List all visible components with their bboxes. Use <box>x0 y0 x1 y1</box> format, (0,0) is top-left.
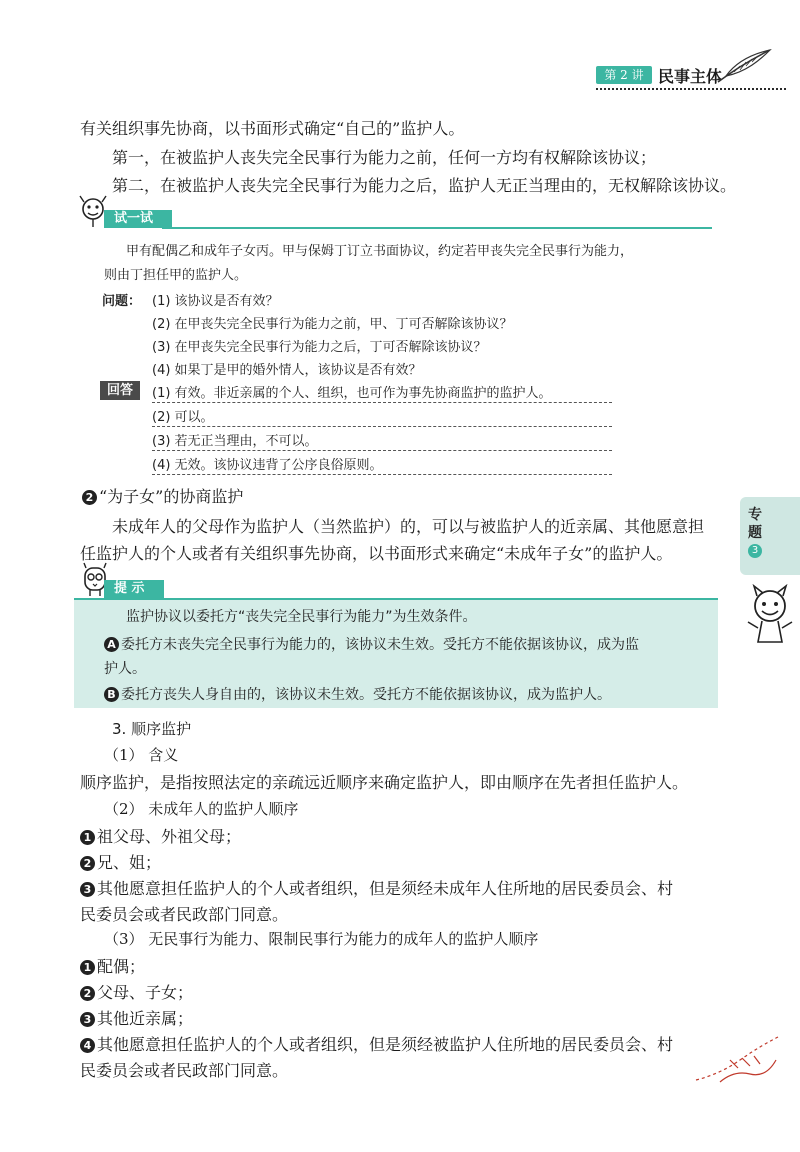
circle-number: 2 <box>80 986 95 1001</box>
circle-number: 3 <box>80 1012 95 1027</box>
circle-number: 2 <box>82 490 97 505</box>
tip-b-mark: B <box>104 687 119 702</box>
subheading: （2） 未成年人的监护人顺序 <box>104 800 299 818</box>
text-line: 民委员会或者民政部门同意。 <box>80 1061 289 1080</box>
circle-number: 1 <box>80 960 95 975</box>
tip-line: 监护协议以委托方“丧失完全民事行为能力”为生效条件。 <box>126 609 477 625</box>
tip-label: 提 示 <box>104 580 164 598</box>
text-line: 第一，在被监护人丧失完全民事行为能力之前，任何一方均有权解除该协议； <box>112 148 657 167</box>
list-text: 祖父母、外祖父母； <box>97 827 242 846</box>
list-item <box>80 980 193 1003</box>
answer-rule <box>152 402 612 403</box>
text-line: 未成年人的父母作为监护人（当然监护）的，可以与被监护人的近亲属、其他愿意担 <box>112 517 705 536</box>
list-item <box>80 1032 673 1055</box>
subheading: （3） 无民事行为能力、限制民事行为能力的成年人的监护人顺序 <box>104 930 539 948</box>
list-item <box>80 850 161 873</box>
side-tab-label: 专题 <box>748 507 762 541</box>
answer-3: (3) 若无正当理由，不可以。 <box>152 434 318 449</box>
chapter-title: 民事主体 <box>658 67 723 86</box>
circle-number: 1 <box>80 830 95 845</box>
circle-number: 4 <box>80 1038 95 1053</box>
list-text: 父母、子女； <box>97 983 194 1002</box>
answer-rule <box>152 450 612 451</box>
tip-line <box>104 634 639 654</box>
heading-text: “为子女”的协商监护 <box>99 487 244 506</box>
subheading: （1） 含义 <box>104 746 179 764</box>
question-2: (2) 在甲丧失完全民事行为能力之前，甲、丁可否解除该协议？ <box>152 317 513 332</box>
text-line: 有关组织事先协商，以书面形式确定“自己的”监护人。 <box>80 119 465 138</box>
list-text: 配偶； <box>97 957 146 976</box>
chapter-badge: 第 2 讲 <box>596 66 652 84</box>
answer-1: (1) 有效。非近亲属的个人、组织，也可作为事先协商监护的监护人。 <box>152 386 552 401</box>
answer-4: (4) 无效。该协议违背了公序良俗原则。 <box>152 458 383 473</box>
tip-a-mark: A <box>104 637 119 652</box>
list-item <box>80 954 145 977</box>
text-line: 民委员会或者民政部门同意。 <box>80 905 289 924</box>
banner-rule <box>162 227 712 229</box>
cat-mascot-icon <box>744 584 796 648</box>
case-text: 则由丁担任甲的监护人。 <box>104 268 248 283</box>
try-it-label: 试一试 <box>104 210 172 228</box>
list-item <box>80 824 241 847</box>
text-line: 任监护人的个人或者有关组织事先协商，以书面形式来确定“未成年子女”的监护人。 <box>80 544 673 563</box>
list-text: 兄、姐； <box>97 853 162 872</box>
section-heading: 3. 顺序监护 <box>112 720 192 738</box>
list-text: 其他近亲属； <box>97 1009 194 1028</box>
section-heading <box>82 484 243 507</box>
tip-text: 委托方丧失人身自由的，该协议未生效。受托方不能依据该协议，成为监护人。 <box>121 687 611 703</box>
list-text: 其他愿意担任监护人的个人或者组织，但是须经未成年人住所地的居民委员会、村 <box>97 879 674 898</box>
questions-label: 问题： <box>102 294 142 309</box>
question-1: (1) 该协议是否有效？ <box>152 294 279 309</box>
list-item <box>80 1006 193 1029</box>
answers-label: 回答 <box>100 381 140 400</box>
tip-line <box>104 684 611 704</box>
circle-number: 3 <box>80 882 95 897</box>
answer-2: (2) 可以。 <box>152 410 214 425</box>
text-line: 顺序监护，是指按照法定的亲疏远近顺序来确定监护人，即由顺序在先者担任监护人。 <box>80 773 689 792</box>
red-stamp-decoration <box>690 1030 786 1090</box>
circle-number: 2 <box>80 856 95 871</box>
tip-line: 护人。 <box>104 661 146 677</box>
list-text: 其他愿意担任监护人的个人或者组织，但是须经被监护人住所地的居民委员会、村 <box>97 1035 674 1054</box>
answer-rule <box>152 474 612 475</box>
list-item <box>80 876 673 899</box>
answer-rule <box>152 426 612 427</box>
header-dotted-rule <box>596 88 786 90</box>
feather-quill-icon <box>716 48 772 84</box>
text-line: 第二，在被监护人丧失完全民事行为能力之后，监护人无正当理由的，无权解除该协议。 <box>112 176 737 195</box>
side-tab-number: 3 <box>748 544 762 558</box>
case-text: 甲有配偶乙和成年子女丙。甲与保姆丁订立书面协议，约定若甲丧失完全民事行为能力， <box>126 244 634 259</box>
tip-text: 委托方未丧失完全民事行为能力的，该协议未生效。受托方不能依据该协议，成为监 <box>121 637 639 653</box>
question-3: (3) 在甲丧失完全民事行为能力之后，丁可否解除该协议？ <box>152 340 487 355</box>
question-4: (4) 如果丁是甲的婚外情人，该协议是否有效？ <box>152 363 422 378</box>
